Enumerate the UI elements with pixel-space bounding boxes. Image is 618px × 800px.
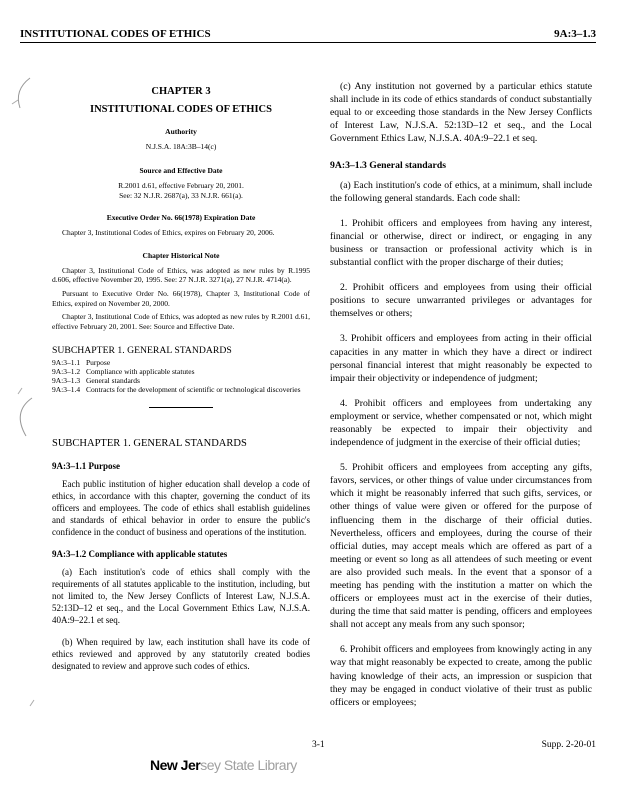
toc-item-text: Compliance with applicable statutes [86, 367, 195, 377]
section-3-heading: 9A:3–1.3 General standards [330, 160, 446, 172]
toc-item-number: 9A:3–1.3 [52, 375, 81, 385]
section-1-heading: 9A:3–1.1 Purpose [52, 460, 120, 471]
page-number: 3-1 [312, 740, 325, 750]
section-3-paragraph-a: (a) Each institution's code of ethics, at a minimum, shall include the following general standards. Each code shall: [330, 179, 592, 204]
toc-item-text: Contracts for the development of scientific or technological discoveries [86, 384, 301, 394]
source-line-1: R.2001 d.61, effective February 20, 2001. [118, 181, 244, 190]
section-2-heading: 9A:3–1.2 Compliance with applicable statutes [52, 548, 228, 559]
chapter-number: CHAPTER 3 [151, 86, 211, 97]
right-column [330, 58, 592, 709]
standard-item-1: 1. Prohibit officers and employees from having any interest, financial or otherwise, direct or indirect, or engaging in any business or transaction or professional activity which is in substantial conflict with the proper discharge of their duties; [330, 217, 592, 269]
history-heading: Chapter Historical Note [142, 250, 220, 260]
source-line-2: See: 32 N.J.R. 2687(a), 33 N.J.R. 661(a). [119, 190, 243, 200]
authority-text: N.J.S.A. 18A:3B–14(c) [145, 142, 217, 151]
section-2-paragraph-a: (a) Each institution's code of ethics shall comply with the requirements of all statutes applicable to the institution, including, but not limited to, the New Jersey Conflicts of Interest Law, N.J.S.A. 52:13D–12 et seq., and the Local Government Ethics Law, N.J.S.A. 40A:9–22.1 et seq. [52, 566, 310, 625]
history-paragraph-1: Chapter 3, Institutional Code of Ethics, was adopted as new rules by R.1995 d.606, effective November 20, 1995. See: 27 N.J.R. 3271(a), 27 N.J.R. 4714(a). [52, 265, 310, 285]
standard-item-6: 6. Prohibit officers and employees from knowingly acting in any way that might reasonably be expected to create, among the public having knowledge of their acts, an impression or suspicion that they may be engaged in conduct violative of their trust as public officers or employees; [330, 644, 592, 708]
history-paragraph-2: Pursuant to Executive Order No. 66(1978), Chapter 3, Institutional Code of Ethics, expired on November 20, 2000. [52, 288, 310, 308]
section-1-text: Each public institution of higher education shall develop a code of ethics, in accordance with this chapter, governing the conduct of its officers and employees. The code of ethics shall establish guidelines and standards of ethical behavior in order to ensure the public's confidence in the conduct of business and operations of the institution. [52, 478, 310, 537]
standard-item-5: 5. Prohibit officers and employees from accepting any gifts, favors, services, or other things of value under circumstances from which it might be reasonably inferred that such gifts, services, or other things of value were given or offered for the purpose of influencing them in the discharge of their official duties. Nevertheless, officers and employees, during the course of their official duties, may accept meals which are offered as part of a meeting or event so long as all attendees of such meeting or event are also provided such meals. In the event that a sponsor of a meeting has pending with the institution a matter on which the officers or employees must act in the exercise of their duties, during the time that said matter is pending, officers and employees shall not accept any meals from any such sponsor; [330, 462, 592, 631]
toc-item-text: General standards [86, 375, 140, 385]
section-divider [149, 407, 213, 408]
section-2-paragraph-c: (c) Any institution not governed by a particular ethics statute shall include in its code of ethics standards of conduct substantially equal to or exceeding those standards in the New Jersey Conflicts of Interest Law, N.J.S.A. 52:13D–12 et seq., and the Local Government Ethics Law, N.J.S.A. 40A:9–22.1 et seq. [330, 81, 592, 145]
toc-item [52, 386, 310, 395]
left-column [52, 58, 310, 672]
subchapter-title: SUBCHAPTER 1. GENERAL STANDARDS [52, 437, 247, 449]
toc-item-number: 9A:3–1.4 [52, 384, 81, 394]
header-title: INSTITUTIONAL CODES OF ETHICS [20, 28, 211, 40]
standard-item-2: 2. Prohibit officers and employees from using their official positions to secure unwarranted privileges or advantages for themselves or others; [330, 282, 592, 320]
section-2-paragraph-b: (b) When required by law, each institution shall have its code of ethics reviewed and approved by any statutorily created bodies designated to review and approve such codes of ethics. [52, 636, 310, 671]
standard-item-4: 4. Prohibit officers and employees from undertaking any employment or service, whether compensated or not, which might reasonably be expected to impair their objectivity and independence of judgment in the exercise of their official duties; [330, 397, 592, 449]
toc-subchapter-title: SUBCHAPTER 1. GENERAL STANDARDS [52, 345, 232, 357]
source-heading: Source and Effective Date [139, 166, 223, 175]
table-of-contents [52, 359, 310, 394]
supplement-date: Supp. 2-20-01 [541, 740, 596, 750]
standard-item-3: 3. Prohibit officers and employees from acting in their official capacities in any matter in which they have a direct or indirect personal financial interest that might reasonably be expected to impair their objectivity or independence of judgment; [330, 333, 592, 384]
executive-order-heading: Executive Order No. 66(1978) Expiration Date [106, 213, 256, 223]
chapter-title: INSTITUTIONAL CODES OF ETHICS [90, 104, 272, 115]
binding-marks [0, 0, 40, 800]
header-section: 9A:3–1.3 [554, 28, 596, 40]
toc-item-number: 9A:3–1.2 [52, 367, 81, 377]
watermark-bold: New Jer [150, 757, 201, 773]
toc-item-number: 9A:3–1.1 [52, 358, 81, 368]
authority-heading: Authority [165, 127, 197, 136]
history-paragraph-3: Chapter 3, Institutional Code of Ethics, was adopted as new rules by R.2001 d.61, effective February 20, 2001. See: Source and Effective Date. [52, 312, 310, 331]
executive-order-text: Chapter 3, Institutional Codes of Ethics, expires on February 20, 2006. [62, 228, 275, 238]
watermark-faded: sey State Library [200, 757, 297, 773]
toc-item-text: Purpose [86, 358, 111, 368]
running-header [20, 28, 596, 43]
library-watermark [150, 757, 297, 773]
